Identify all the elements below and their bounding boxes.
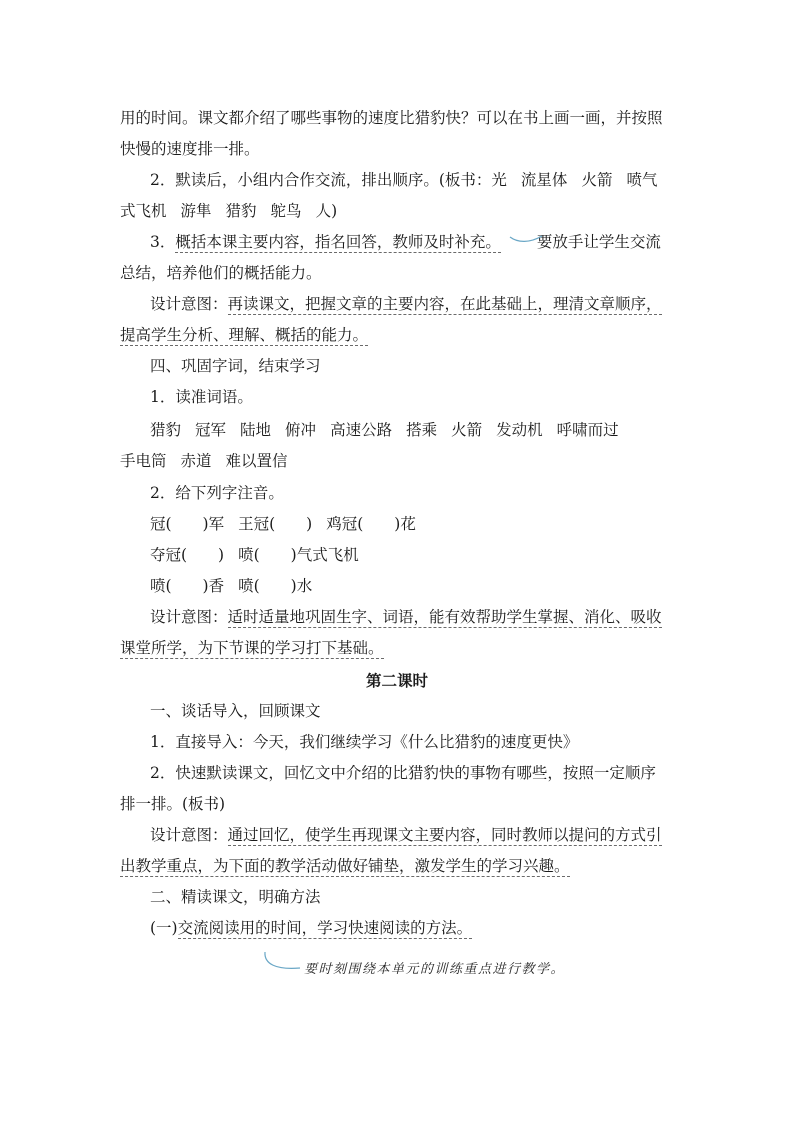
text-line [120, 855, 680, 877]
pinyin-item: 鸡冠( )花 [326, 515, 416, 533]
annotated-text: 适时适量地巩固生字、词语，能有效帮助学生掌握、消化、吸收 [227, 608, 662, 626]
annotated-text: 通过回忆，使学生再现课文主要内容，同时教师以提问的方式引 [227, 826, 662, 844]
vocab-word: 猎豹 [150, 421, 182, 439]
text-line [150, 762, 710, 784]
board-item: 人) [315, 202, 338, 220]
heading-text: 一、谈话导入，回顾课文 [150, 702, 321, 720]
annotated-text: 交流阅读用的时间，学习快速阅读的方法。 [177, 919, 473, 937]
vocab-word: 搭乘 [406, 421, 438, 439]
text-line [150, 606, 710, 628]
annotated-text: 课堂所学，为下节课的学习打下基础。 [120, 639, 384, 657]
vocab-word: 赤道 [180, 452, 212, 470]
paragraph-text: 2．给下列字注音。 [150, 484, 284, 502]
pinyin-item: 喷( )气式飞机 [238, 546, 359, 564]
word-list-line [150, 419, 710, 441]
board-item: 流星体 [520, 171, 568, 189]
annotated-text: 出教学重点，为下面的教学活动做好铺垫，激发学生的学习兴趣。 [120, 857, 570, 875]
paragraph-text: (一) [150, 919, 178, 937]
design-intent-label: 设计意图： [150, 295, 228, 313]
paragraph-text: 1．直接导入：今天，我们继续学习《什么比猎豹的速度更快》 [150, 733, 579, 751]
design-intent-label: 设计意图： [150, 826, 228, 844]
vocab-word: 火箭 [451, 421, 483, 439]
paragraph-text: 用的时间。课文都介绍了哪些事物的速度比猎豹快？可以在书上画一画，并按照 [120, 109, 663, 127]
pinyin-item: 喷( )水 [238, 577, 313, 595]
text-line [150, 824, 710, 846]
text-line [120, 262, 680, 284]
section-heading [150, 355, 710, 377]
text-line [120, 107, 680, 129]
text-line [120, 138, 680, 160]
design-intent-label: 设计意图： [150, 608, 228, 626]
pinyin-exercise-line [150, 575, 710, 597]
text-line [150, 482, 710, 504]
section-heading [150, 886, 710, 908]
board-item: 鸵鸟 [270, 202, 302, 220]
paragraph-text: 2．默读后，小组内合作交流，排出顺序。(板书：光 [150, 171, 507, 189]
pinyin-exercise-line [150, 513, 710, 535]
text-line [120, 793, 680, 815]
word-list-line [120, 450, 680, 472]
heading-text: 四、巩固字词，结束学习 [150, 357, 321, 375]
vocab-word: 呼啸而过 [556, 421, 619, 439]
annotation-text: 要放手让学生交流 [536, 233, 661, 251]
paragraph-text: 总结，培养他们的概括能力。 [120, 264, 322, 282]
pinyin-item: 喷( )香 [150, 577, 225, 595]
board-item: 式飞机 [120, 202, 167, 220]
paragraph-text: 排一排。(板书) [120, 795, 226, 813]
text-line [120, 200, 680, 222]
board-item: 游隼 [180, 202, 212, 220]
vocab-word: 高速公路 [330, 421, 393, 439]
paragraph-text: 2．快速默读课文，回忆文中介绍的比猎豹快的事物有哪些，按照一定顺序 [150, 764, 656, 782]
text-line [150, 231, 710, 253]
annotation-curl-icon [262, 950, 302, 976]
vocab-word: 陆地 [240, 421, 272, 439]
annotated-text: 概括本课主要内容，指名回答，教师及时补充。 [175, 233, 501, 251]
annotated-text: 再读课文，把握文章的主要内容，在此基础上，理清文章顺序， [227, 295, 662, 313]
text-line [150, 917, 710, 939]
margin-note: 要时刻围绕本单元的训练重点进行教学。 [304, 962, 566, 977]
vocab-word: 俯冲 [285, 421, 317, 439]
annotation-curl-icon [508, 228, 544, 246]
board-item: 火箭 [581, 171, 613, 189]
board-item: 喷气 [626, 171, 658, 189]
pinyin-exercise-line [150, 544, 710, 566]
annotated-text: 提高学生分析、理解、概括的能力。 [120, 326, 369, 344]
board-item: 猎豹 [225, 202, 257, 220]
text-line [120, 637, 680, 659]
lesson-title [0, 669, 794, 691]
paragraph-text: 3． [150, 233, 176, 251]
pinyin-item: 王冠( ) [238, 515, 313, 533]
paragraph-text: 1．读准词语。 [150, 388, 253, 406]
title-text: 第二课时 [365, 671, 428, 690]
text-line [150, 293, 710, 315]
vocab-word: 冠军 [195, 421, 227, 439]
pinyin-item: 冠( )军 [150, 515, 225, 533]
text-line [120, 324, 680, 346]
paragraph-text: 快慢的速度排一排。 [120, 140, 260, 158]
heading-text: 二、精读课文，明确方法 [150, 888, 321, 906]
vocab-word: 手电筒 [120, 452, 167, 470]
text-line [150, 731, 710, 753]
section-heading [150, 700, 710, 722]
text-line [150, 169, 710, 191]
vocab-word: 发动机 [496, 421, 543, 439]
pinyin-item: 夺冠( ) [150, 546, 225, 564]
vocab-word: 难以置信 [225, 452, 288, 470]
text-line [150, 386, 710, 408]
